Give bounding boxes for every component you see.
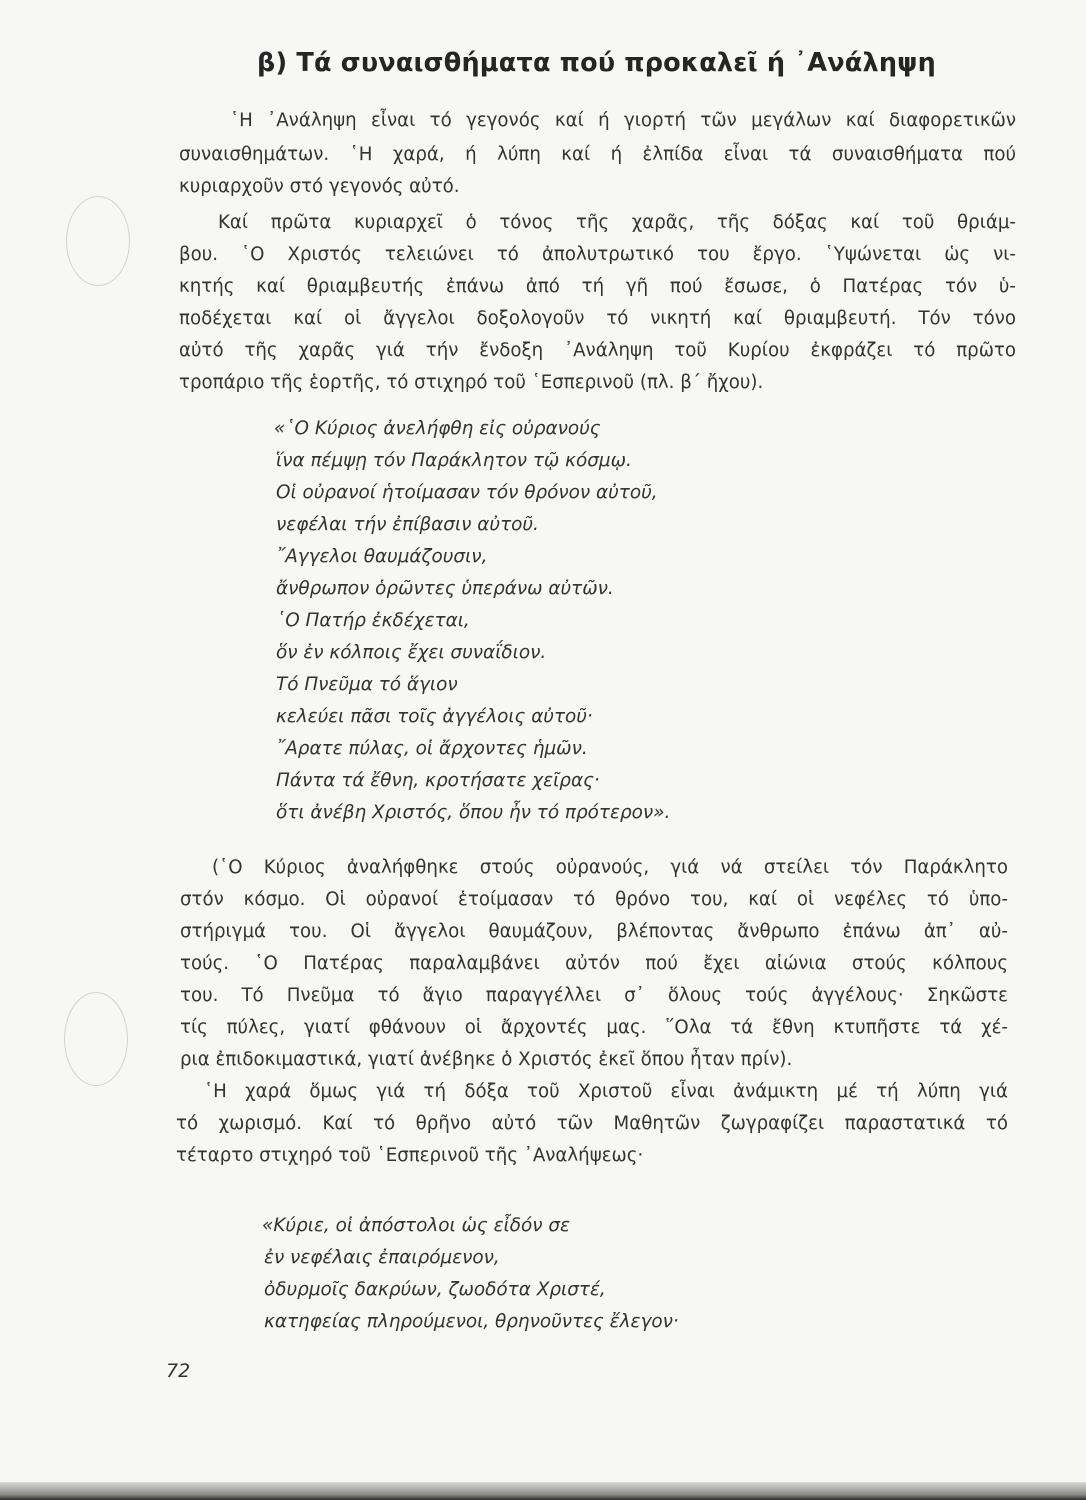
hymn-verse: κελεύει πᾶσι τοῖς ἀγγέλοις αὐτοῦ· xyxy=(276,706,593,727)
paragraph-line: τό χωρισμό. Καί τό θρῆνο αὐτό τῶν Μαθητῶν ζωγραφίζει παραστατικά τό xyxy=(176,1113,1008,1134)
hymn-verse: Οἱ οὐρανοί ἡτοίμασαν τόν θρόνον αὐτοῦ, xyxy=(276,482,658,503)
hymn-verse: ῎Αρατε πύλας, οἱ ἄρχοντες ἡμῶν. xyxy=(276,738,588,759)
hymn-verse: ὅν ἐν κόλποις ἔχει συναΐδιον. xyxy=(276,642,547,663)
paragraph-line: κητής καί θριαμβευτής ἐπάνω ἀπό τή γῆ πού ἔσωσε, ὁ Πατέρας τόν ὑ- xyxy=(179,276,1016,297)
page-number: 72 xyxy=(166,1360,191,1382)
margin-pencil-mark xyxy=(64,992,128,1086)
hymn-verse: ῾Ο Πατήρ ἐκδέχεται, xyxy=(276,610,470,631)
paragraph-line: αὐτό τῆς χαρᾶς γιά τήν ἔνδοξη ᾽Ανάληψη τοῦ Κυρίου ἐκφράζει τό πρῶτο xyxy=(179,340,1016,361)
paragraph-line: τροπάριο τῆς ἑορτῆς, τό στιχηρό τοῦ ῾Εσπερινοῦ (πλ. β΄ ἤχου). xyxy=(179,372,764,393)
paragraph-line: τούς. ῾Ο Πατέρας παραλαμβάνει αὐτόν πού ἔχει αἰώνια στούς κόλπους xyxy=(180,953,1008,974)
hymn-verse: Πάντα τά ἔθνη, κροτήσατε χεῖρας· xyxy=(276,770,600,791)
paragraph-line: στήριγμά του. Οἱ ἄγγελοι θαυμάζουν, βλέποντας ἄνθρωπο ἐπάνω ἀπ᾽ αὐ- xyxy=(180,921,1008,942)
hymn-verse: Τό Πνεῦμα τό ἅγιον xyxy=(276,674,458,695)
paragraph-line: Καί πρῶτα κυριαρχεῖ ὁ τόνος τῆς χαρᾶς, τῆς δόξας καί τοῦ θριάμ- xyxy=(218,212,1016,233)
paragraph-line: του. Τό Πνεῦμα τό ἅγιο παραγγέλλει σ᾽ ὅλους τούς ἀγγέλους· Σηκῶστε xyxy=(180,985,1008,1006)
paragraph-line: τίς πύλες, γιατί φθάνουν οἱ ἄρχοντές μας. ῞Ολα τά ἔθνη κτυπῆστε τά χέ- xyxy=(180,1017,1008,1038)
hymn-verse: ὀδυρμοῖς δακρύων, ζωοδότα Χριστέ, xyxy=(264,1279,606,1300)
hymn-verse: ἐν νεφέλαις ἐπαιρόμενον, xyxy=(264,1247,500,1268)
paragraph-line: τέταρτο στιχηρό τοῦ ῾Εσπερινοῦ τῆς ᾽Αναλήψεως· xyxy=(176,1145,644,1166)
paragraph-line: ρια ἐπιδοκιμαστικά, γιατί ἀνέβηκε ὁ Χριστός ἐκεῖ ὅπου ἦταν πρίν). xyxy=(180,1049,793,1070)
paragraph-line: βου. ῾Ο Χριστός τελειώνει τό ἀπολυτρωτικό του ἔργο. ῾Υψώνεται ὡς νι- xyxy=(179,244,1016,265)
paragraph-line: κυριαρχοῦν στό γεγονός αὐτό. xyxy=(179,176,460,197)
scan-bottom-edge xyxy=(0,1482,1086,1500)
hymn-verse: ἵνα πέμψῃ τόν Παράκλητον τῷ κόσμῳ. xyxy=(276,450,632,471)
hymn-verse: κατηφείας πληρούμενοι, θρηνοῦντες ἔλεγον· xyxy=(264,1311,679,1332)
hymn-verse: ὅτι ἀνέβη Χριστός, ὅπου ἦν τό πρότερον». xyxy=(276,802,671,823)
hymn-verse: νεφέλαι τήν ἐπίβασιν αὐτοῦ. xyxy=(276,514,539,535)
margin-pencil-mark xyxy=(66,196,130,286)
hymn-verse: ῎Αγγελοι θαυμάζουσιν, xyxy=(276,546,488,567)
paragraph-line: στόν κόσμο. Οἱ οὐρανοί ἑτοίμασαν τό θρόνο του, καί οἱ νεφέλες τό ὑπο- xyxy=(180,889,1008,910)
hymn-verse: ἄνθρωπον ὁρῶντες ὑπεράνω αὐτῶν. xyxy=(276,578,614,599)
section-heading: β) Τά συναισθήματα πού προκαλεῖ ή ᾽Ανάληψη xyxy=(257,48,936,78)
paragraph-line: ῾Η χαρά ὅμως γιά τή δόξα τοῦ Χριστοῦ εἶναι ἀνάμικτη μέ τή λύπη γιά xyxy=(204,1081,1008,1102)
paragraph-line: ῾Η ᾽Ανάληψη εἶναι τό γεγονός καί ή γιορτή τῶν μεγάλων καί διαφορετικῶν xyxy=(230,110,1016,131)
hymn-verse: «῾Ο Κύριος ἀνελήφθη εἰς οὐρανούς xyxy=(274,418,601,439)
hymn-verse: «Κύριε, οἱ ἀπόστολοι ὡς εἶδόν σε xyxy=(262,1215,570,1236)
paragraph-line: (῾Ο Κύριος ἀναλήφθηκε στούς οὐρανούς, γιά νά στείλει τόν Παράκλητο xyxy=(212,857,1008,878)
paragraph-line: ποδέχεται καί οἱ ἄγγελοι δοξολογοῦν τό νικητή καί θριαμβευτή. Τόν τόνο xyxy=(179,308,1016,329)
paragraph-line: συναισθημάτων. ῾Η χαρά, ή λύπη καί ή ἐλπίδα εἶναι τά συναισθήματα πού xyxy=(179,144,1016,165)
